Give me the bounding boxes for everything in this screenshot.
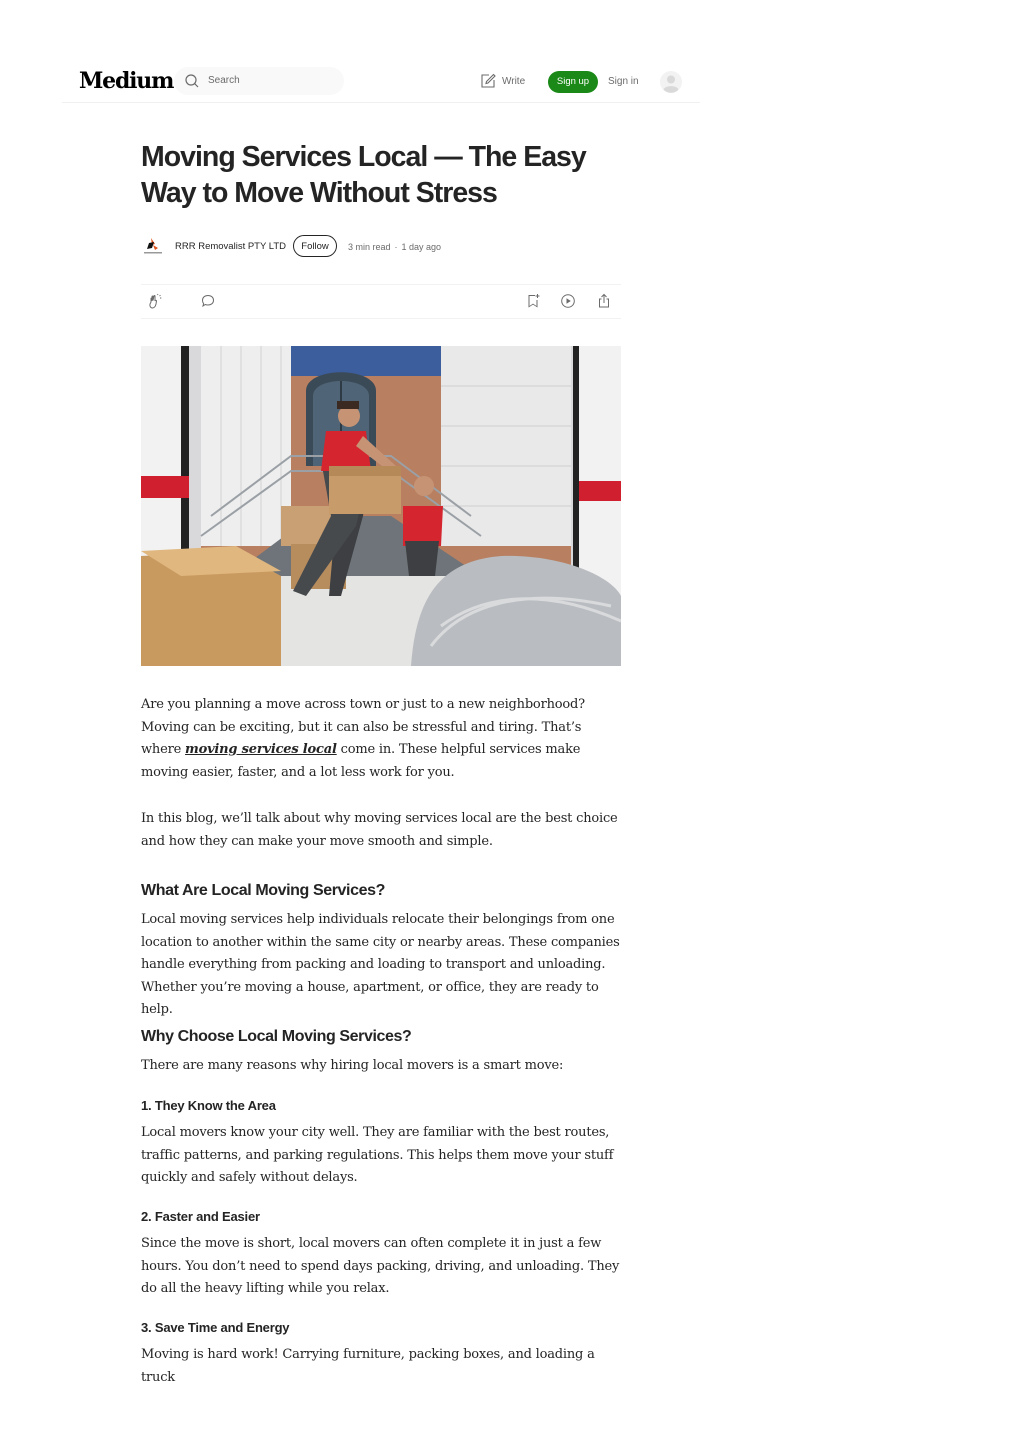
write-label: Write <box>502 76 526 87</box>
meta-separator: · <box>394 242 398 252</box>
heading-area: 1. They Know the Area <box>141 1098 276 1113</box>
author-logo-icon[interactable] <box>141 236 165 256</box>
article-meta <box>348 242 441 252</box>
movers-illustration <box>141 346 621 666</box>
intro-text-1: Are you planning a move across town or just to a new neighborhood? Moving can be exciting, but it can also be stressful and tiring. That’s where <box>141 697 585 757</box>
author-name[interactable]: RRR Removalist PTY LTD <box>175 241 287 252</box>
user-avatar-icon[interactable] <box>660 71 682 93</box>
heading-faster: 2. Faster and Easier <box>141 1209 260 1224</box>
moving-services-link[interactable]: moving services local <box>185 742 337 757</box>
heading-why: Why Choose Local Moving Services? <box>141 1028 412 1045</box>
paragraph-3: Local moving services help individuals relocate their belongings from one location to another within the same city or nearby areas. These companies handle everything from packing and loading to transport and unloading. Whether you’re moving a house, apartment, or office, they are ready to help. <box>141 912 620 1017</box>
play-icon[interactable] <box>560 293 576 309</box>
heading-what: What Are Local Moving Services? <box>141 882 385 899</box>
sign-up-button[interactable]: Sign up <box>548 71 598 93</box>
bookmark-add-icon[interactable] <box>525 293 541 309</box>
article-title: Moving Services Local — The Easy Way to Move Without Stress <box>141 141 586 209</box>
medium-logo[interactable]: Medium <box>79 68 174 94</box>
article-action-bar <box>141 284 621 319</box>
search-icon <box>184 73 200 89</box>
clap-icon[interactable] <box>147 293 163 309</box>
paragraph-4: There are many reasons why hiring local movers is a smart move: <box>141 1058 564 1073</box>
intro-paragraph <box>141 694 621 784</box>
follow-button[interactable]: Follow <box>293 235 337 257</box>
paragraph-2: In this blog, we’ll talk about why moving services local are the best choice and how they can make your move smooth and simple. <box>141 811 618 849</box>
write-icon <box>480 73 496 89</box>
paragraph-6: Since the move is short, local movers can often complete it in just a few hours. You don’t need to spend days packing, driving, and unloading. They do all the heavy lifting while you relax. <box>141 1236 620 1296</box>
byline <box>141 234 621 260</box>
search-box[interactable] <box>174 67 344 95</box>
top-nav <box>62 62 700 103</box>
paragraph-5: Local movers know your city well. They are familiar with the best routes, traffic patterns, and parking regulations. This helps them move your stuff quickly and safely without delays. <box>141 1125 614 1185</box>
share-icon[interactable] <box>596 293 612 309</box>
hero-image <box>141 346 621 666</box>
intro-text-2: come in. These helpful services make moving easier, faster, and a lot less work for you. <box>141 742 581 780</box>
heading-save: 3. Save Time and Energy <box>141 1320 290 1335</box>
paragraph-7: Moving is hard work! Carrying furniture, packing boxes, and loading a truck <box>141 1347 595 1385</box>
published-date: 1 day ago <box>401 242 442 252</box>
sign-in-link[interactable]: Sign in <box>608 76 639 87</box>
read-time: 3 min read <box>348 242 391 252</box>
search-input[interactable] <box>208 75 328 86</box>
comment-icon[interactable] <box>200 293 216 309</box>
